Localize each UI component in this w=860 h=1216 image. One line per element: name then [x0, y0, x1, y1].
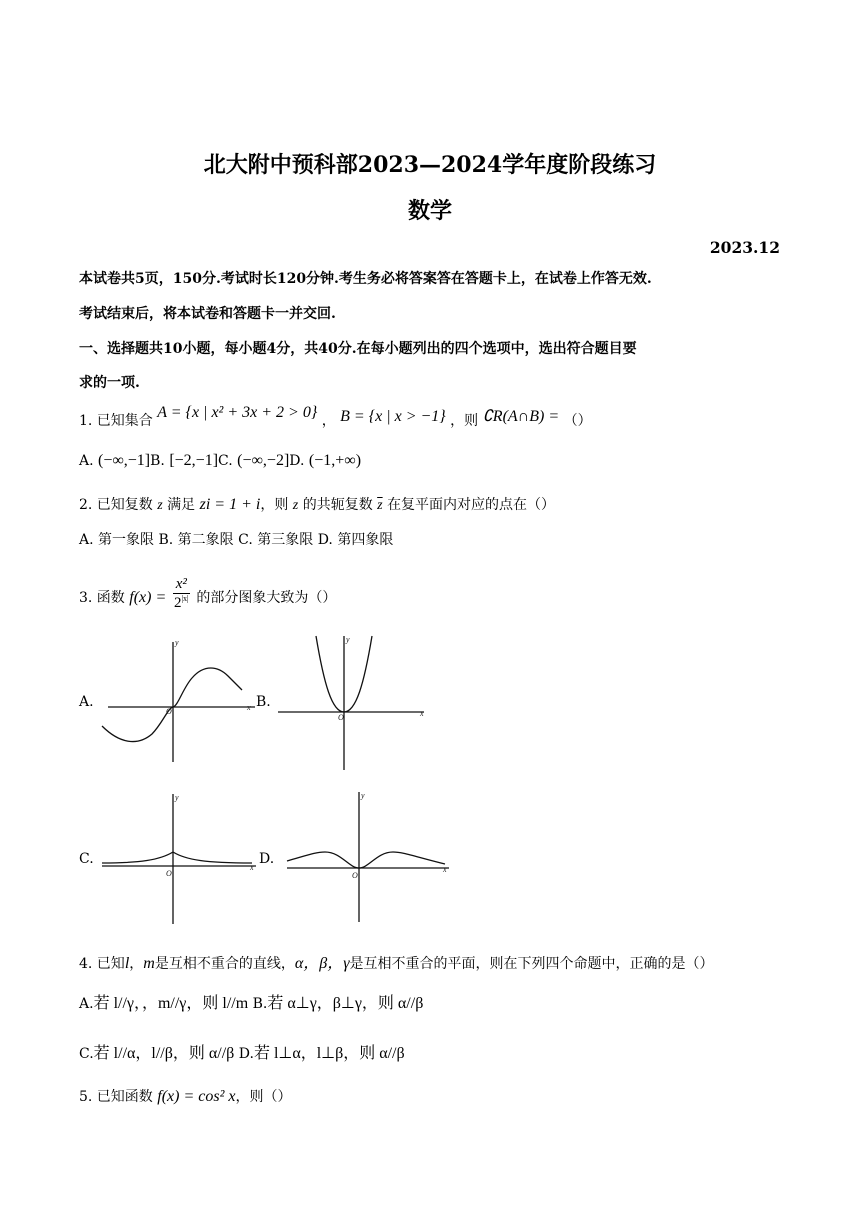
q4-option-d-label: D. — [238, 1046, 254, 1062]
graph-c-origin: O — [166, 869, 172, 878]
q3-denominator-exponent: |x| — [181, 594, 189, 603]
q4-option-c: 若 l//α，l//β，则 α//β — [93, 1045, 235, 1062]
q4-m: m — [143, 955, 155, 972]
q3-fraction — [173, 576, 190, 612]
q1-option-b-label: B. — [150, 453, 165, 469]
q2-option-a: 第一象限 — [98, 532, 155, 548]
exam-title: 北大附中预科部2023—2024学年度阶段练习 — [203, 152, 657, 178]
question-3 — [79, 576, 337, 616]
section-heading-line-2: 求的一项. — [79, 375, 140, 391]
question-1 — [79, 404, 592, 430]
q5-prefix: 5. 已知函数 — [79, 1089, 153, 1105]
q1-set-a: A = {x | x² + 3x + 2 > 0} — [157, 404, 318, 421]
q4-option-b-label: B. — [252, 996, 268, 1012]
section-heading-line-1: 一、选择题共10小题，每小题4分，共40分.在每小题列出的四个选项中，选出符合题目要 — [79, 341, 637, 357]
q4-option-a: 若 l//γ，，m//γ，则 l//m — [93, 995, 249, 1012]
q4-planes: α，β，γ — [294, 955, 350, 972]
q3-option-c-label: C. — [79, 851, 94, 867]
q1-option-b: [−2,−1] — [169, 452, 219, 469]
q1-mid: ，则 — [450, 413, 479, 429]
graph-b-origin: O — [338, 713, 344, 722]
q4-l: l — [124, 955, 130, 972]
q4-option-d: 若 l⊥α，l⊥β，则 α//β — [253, 1045, 405, 1062]
question-2 — [79, 494, 555, 514]
graph-c-x-label: x — [250, 863, 254, 872]
q2-option-b-label: B. — [158, 532, 174, 548]
q2-option-b: 第二象限 — [177, 532, 234, 548]
q3-numerator: x² — [173, 576, 190, 594]
q3-suffix: 的部分图象大致为（） — [196, 590, 337, 606]
q1-options — [79, 452, 361, 470]
q3-graph-a — [100, 636, 260, 764]
q2-option-d: 第四象限 — [337, 532, 394, 548]
q4-option-a-label: A. — [79, 996, 94, 1012]
subject-title: 数学 — [407, 198, 452, 224]
q1-expr: ∁R(A∩B) = — [482, 408, 560, 425]
q3-denominator: 2 — [173, 595, 182, 611]
instructions-line-1: 本试卷共5页，150分.考试时长120分钟.考生务必将答案答在答题卡上，在试卷上作答无效. — [79, 271, 652, 287]
q2-z: z — [157, 498, 163, 513]
q4-stem-a: 4. 已知 — [79, 956, 125, 972]
q4-stem-b: 是互相不重合的直线， — [154, 956, 295, 972]
instructions-line-2: 考试结束后，将本试卷和答题卡一并交回. — [79, 306, 336, 322]
graph-a-y-label: y — [175, 638, 179, 647]
q2-z-2: z — [292, 498, 299, 513]
q1-option-a-label: A. — [79, 453, 94, 469]
q2-option-c: 第三象限 — [257, 532, 314, 548]
q4-option-b: 若 α⊥γ，β⊥γ，则 α//β — [267, 995, 424, 1012]
q1-set-b: B = {x | x > −1} — [340, 408, 446, 425]
q1-option-d-label: D. — [289, 453, 305, 469]
q3-graph-d — [285, 788, 453, 924]
graph-a-origin: O — [166, 707, 172, 716]
graph-c-y-label: y — [175, 793, 179, 802]
q2-equation: zi = 1 + i — [199, 496, 261, 513]
q4-option-c-label: C. — [79, 1046, 94, 1062]
q5-expr: f(x) = cos² x — [157, 1088, 236, 1105]
q3-option-b-label: B. — [256, 694, 271, 710]
q2-z-conjugate: $\overline{z}$ — [377, 498, 383, 513]
q1-option-a: (−∞,−1] — [98, 452, 151, 469]
q1-option-c: (−∞,−2] — [237, 452, 290, 469]
graph-d-x-label: x — [443, 865, 447, 874]
q3-prefix: 3. 函数 — [79, 590, 125, 606]
q3-graph-c — [100, 790, 260, 926]
question-4 — [79, 950, 714, 973]
graph-a-curve — [102, 668, 242, 742]
graph-d-origin: O — [352, 871, 358, 880]
q5-suffix: ，则（） — [235, 1089, 292, 1105]
q2-options — [79, 529, 393, 549]
q4-options-cd — [79, 1040, 405, 1063]
graph-b-x-label: x — [420, 709, 424, 718]
q3-lhs: f(x) = — [129, 589, 167, 606]
q1-option-d: (−1,+∞) — [308, 452, 362, 469]
graph-d-curve — [287, 852, 445, 868]
question-5 — [79, 1086, 292, 1106]
q2-stem-b: 满足 — [167, 497, 196, 513]
q2-stem-d: 的共轭复数 — [302, 497, 373, 513]
q4-options-ab — [79, 990, 423, 1013]
q2-option-a-label: A. — [79, 532, 94, 548]
q2-option-d-label: D. — [317, 532, 333, 548]
graph-d-y-label: y — [361, 791, 365, 800]
q2-stem-e: 在复平面内对应的点在（） — [387, 497, 556, 513]
graph-a-x-label: x — [247, 703, 251, 712]
q1-option-c-label: C. — [218, 453, 233, 469]
q1-prefix: 1. 已知集合 — [79, 413, 153, 429]
q3-option-d-label: D. — [259, 851, 275, 867]
q2-stem-c: ，则 — [260, 497, 289, 513]
q1-blank: （） — [563, 413, 592, 429]
q4-comma: ， — [129, 956, 144, 972]
exam-date: 2023.12 — [709, 238, 780, 257]
q3-graph-b — [276, 632, 428, 772]
graph-b-y-label: y — [346, 635, 350, 644]
q4-stem-c: 是互相不重合的平面，则在下列四个命题中，正确的是（） — [349, 956, 714, 972]
graph-c-curve — [102, 852, 252, 863]
q2-stem-a: 2. 已知复数 — [79, 497, 153, 513]
q3-option-a-label: A. — [79, 694, 94, 710]
q2-option-c-label: C. — [238, 532, 253, 548]
q1-sep: ， — [321, 413, 336, 429]
